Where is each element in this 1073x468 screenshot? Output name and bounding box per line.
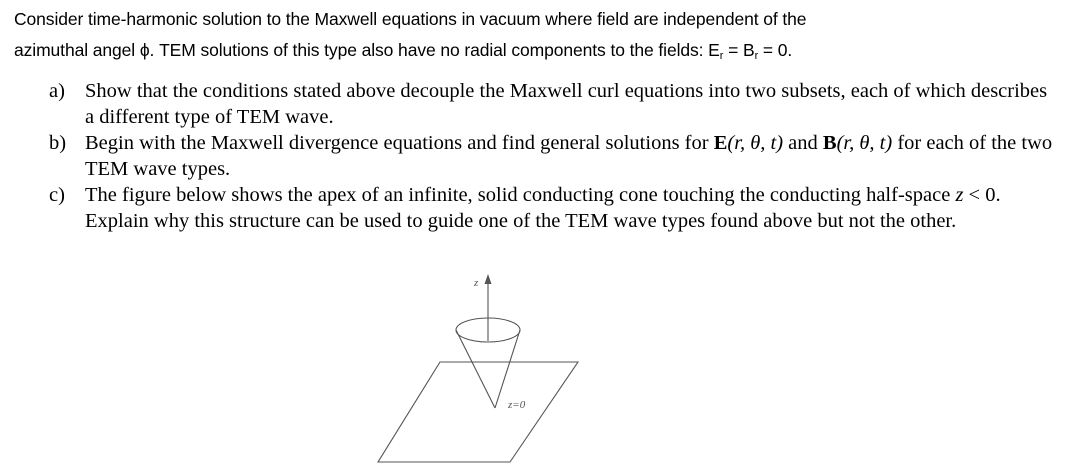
b-arguments: (r, θ, t) [836, 132, 893, 154]
vector-b: B [822, 132, 837, 154]
intro-line-1 [14, 4, 1064, 35]
subscript-r: r [719, 50, 724, 62]
inequality: < 0 [963, 184, 996, 206]
question-letter: a) [49, 80, 65, 102]
question-text: and [783, 132, 823, 154]
question-b [49, 130, 1059, 182]
cone-figure [370, 262, 590, 468]
question-text: Begin with the Maxwell divergence equations and find general solutions for [85, 132, 714, 154]
e-arguments: (r, θ, t) [727, 132, 784, 154]
intro-text: azimuthal angel [14, 40, 140, 60]
conducting-plane [378, 362, 578, 462]
intro-line-2 [14, 35, 1064, 66]
question-letter: b) [49, 132, 67, 154]
question-letter: c) [49, 184, 65, 206]
problem-intro [14, 4, 1064, 66]
vector-e: E [713, 132, 728, 154]
intro-text: . TEM solutions of this type also have no radial components to the fields: E [149, 40, 720, 60]
subscript-r: r [754, 50, 759, 62]
variable-z: z [955, 184, 964, 206]
question-text: The figure below shows the apex of an infinite, solid conducting cone touching the conducting half-space [85, 184, 956, 206]
question-list [49, 78, 1059, 234]
intro-text: = 0. [758, 40, 793, 60]
cone-diagram [370, 262, 590, 468]
question-text: for each of the two TEM wave types. [85, 132, 1053, 180]
plane-label: z=0 [508, 399, 526, 411]
z-axis-label: z [474, 277, 479, 289]
question-text: . Explain why this structure can be used to guide one of the TEM wave types found above but not the other. [85, 184, 1001, 232]
phi-symbol: ϕ [139, 40, 150, 60]
question-a [49, 78, 1059, 130]
z-axis-arrowhead [485, 274, 492, 284]
intro-text: = B [723, 40, 755, 60]
intro-line-1-text: Consider time-harmonic solution to the Maxwell equations in vacuum where field are independent of the [14, 9, 807, 29]
question-c [49, 182, 1059, 234]
question-text: Show that the conditions stated above decouple the Maxwell curl equations into two subsets, each of which describes a different type of TEM wave. [85, 80, 1048, 128]
